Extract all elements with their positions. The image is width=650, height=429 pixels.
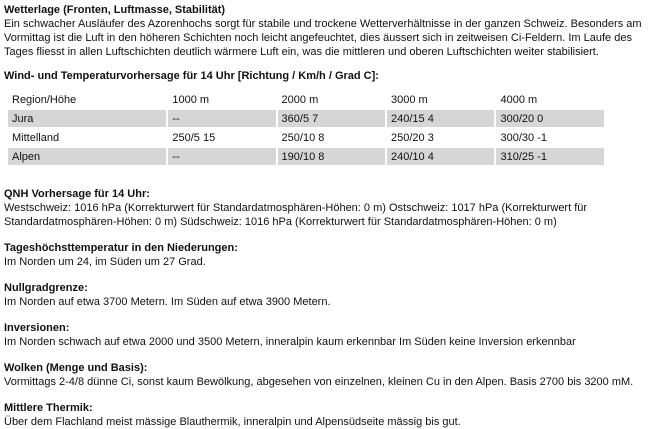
temp-title: Tageshöchsttemperatur in den Niederungen: — [4, 242, 238, 254]
table-cell: 300/20 0 — [496, 110, 604, 127]
row-region: Alpen — [8, 148, 166, 165]
qnh-title: QNH Vorhersage für 14 Uhr: — [4, 188, 150, 200]
row-region: Jura — [8, 110, 166, 127]
table-cell: 360/5 7 — [278, 110, 385, 127]
wind-table-header — [8, 91, 604, 108]
table-row — [8, 148, 604, 165]
table-cell: 300/30 -1 — [500, 132, 547, 144]
table-cell: 310/25 -1 — [496, 148, 604, 165]
row-region: Mittelland — [12, 132, 60, 144]
qnh-text: Westschweiz: 1016 hPa (Korrekturwert für Standardatmosphären-Höhen: 0 m) Ostschweiz: 1017 hPa (Korrekturwert für Standardatmosphären-Höhen: 0 m) Südschweiz: 1016 hPa (Korrekturwert für Standardatmosphären-Höhen: 0 m) — [4, 202, 588, 228]
section-wind — [4, 69, 646, 167]
table-row — [8, 110, 604, 127]
table-cell: 250/10 8 — [281, 132, 325, 144]
nullgrad-title: Nullgradgrenze: — [4, 282, 88, 294]
section-wetterlage — [4, 3, 646, 59]
header-1000: 1000 m — [172, 94, 210, 106]
temp-text: Im Norden um 24, im Süden um 27 Grad. — [4, 256, 206, 268]
wolken-text: Vormittags 2-4/8 dünne Ci, sonst kaum Bewölkung, abgesehen von einzelnen, kleinen Cu in den Alpen. Basis 2700 bis 3200 mM. — [4, 376, 634, 388]
header-2000: 2000 m — [281, 94, 319, 106]
table-cell: -- — [168, 148, 275, 165]
header-3000: 3000 m — [391, 94, 428, 106]
header-region: Region/Höhe — [12, 94, 77, 106]
table-cell: 250/5 15 — [172, 132, 216, 144]
table-cell: 190/10 8 — [278, 148, 385, 165]
inversion-title: Inversionen: — [4, 322, 70, 334]
section-qnh — [4, 187, 646, 229]
table-cell: 250/20 3 — [391, 132, 434, 144]
wolken-title: Wolken (Menge und Basis): — [4, 362, 148, 374]
thermik-text: Über dem Flachland meist mässige Blauthermik, inneralpin und Alpensüdseite mässig bis gut. — [4, 416, 461, 428]
wetterlage-title: Wetterlage (Fronten, Luftmasse, Stabilität) — [4, 4, 226, 16]
table-cell: 240/10 4 — [387, 148, 494, 165]
wind-table — [6, 89, 606, 167]
section-temperatur — [4, 241, 646, 269]
table-cell: -- — [168, 110, 275, 127]
wetterlage-text: Ein schwacher Ausläufer des Azorenhochs sorgt für stabile und trockene Wetterverhältnisse in der ganzen Schweiz. Besonders am Vormittag ist die Luft in den höheren Schichten noch leicht angefeuchtet, dies äussert sich in zeitweisen Ci-Feldern. Im Laufe des Tages fliesst in allen Luftschichten deutlich wärmere Luft ein, was die mittleren und oberen Luftschichten weiter stabilisiert. — [4, 18, 642, 58]
thermik-title: Mittlere Thermik: — [4, 402, 93, 414]
inversion-text: Im Norden schwach auf etwa 2000 und 3500 Metern, inneralpin kaum erkennbar Im Süden keine Inversion erkennbar — [4, 336, 576, 348]
section-thermik — [4, 401, 646, 429]
section-inversion — [4, 321, 646, 349]
table-cell: 240/15 4 — [387, 110, 494, 127]
table-row — [8, 129, 604, 146]
wind-title: Wind- und Temperaturvorhersage für 14 Uhr [Richtung / Km/h / Grad C]: — [4, 70, 379, 82]
section-nullgrad — [4, 281, 646, 309]
section-wolken — [4, 361, 646, 389]
nullgrad-text: Im Norden auf etwa 3700 Metern. Im Süden auf etwa 3900 Metern. — [4, 296, 331, 308]
header-4000: 4000 m — [500, 94, 538, 106]
